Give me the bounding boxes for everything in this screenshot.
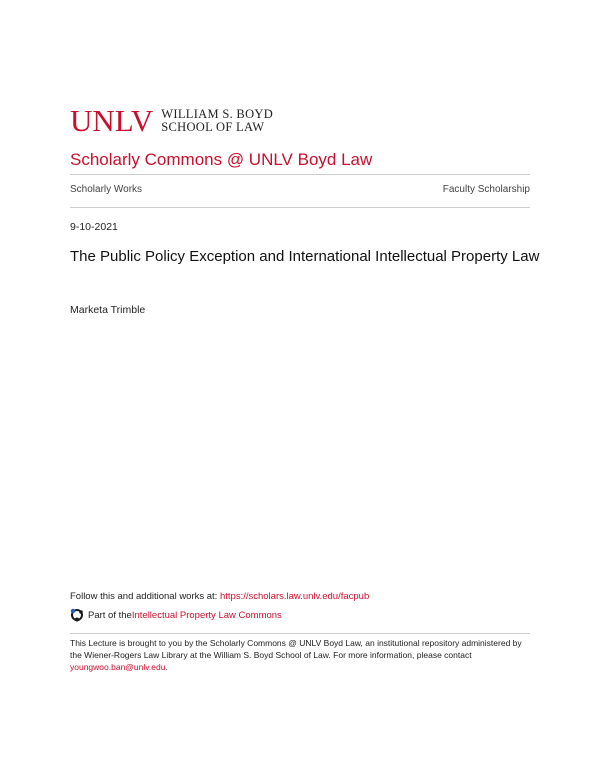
commons-link[interactable]: Intellectual Property Law Commons [131, 609, 282, 621]
series-row [70, 184, 530, 195]
follow-prefix: Follow this and additional works at: [70, 591, 220, 602]
contact-email-link[interactable]: youngwoo.ban@unlv.edu [70, 662, 166, 672]
footer-text: This Lecture is brought to you by the Scholarly Commons @ UNLV Boyd Law, an institutional repository administered by the Wiener-Rogers Law Library at the William S. Boyd School of Law. For more information, please contact [70, 638, 522, 660]
follow-url-link[interactable]: https://scholars.law.unlv.edu/facpub [219, 591, 370, 602]
unlv-logo-mark: UNLV [70, 103, 154, 138]
divider-top [70, 174, 530, 175]
part-of-prefix: Part of the [88, 609, 132, 621]
unlv-boyd-logo [70, 103, 274, 138]
series-left-link[interactable]: Scholarly Works [70, 184, 143, 195]
network-icon [70, 608, 84, 622]
repository-name[interactable]: Scholarly Commons @ UNLV Boyd Law [70, 150, 373, 169]
series-right-link[interactable]: Faculty Scholarship [442, 184, 530, 195]
divider-bottom [70, 207, 530, 208]
publication-date: 9-10-2021 [70, 221, 118, 233]
logo-school-line1: WILLIAM S. BOYD [161, 107, 274, 121]
logo-school-line2: SCHOOL OF LAW [161, 119, 265, 134]
divider-footer [70, 633, 530, 634]
document-title: The Public Policy Exception and International Intellectual Property Law [70, 248, 540, 265]
document-author: Marketa Trimble [70, 304, 146, 316]
follow-line [70, 591, 369, 602]
logo-school-name [161, 108, 273, 133]
part-of-line [70, 608, 282, 622]
footer-trailing: . [165, 662, 168, 672]
footer-notice [70, 637, 535, 673]
